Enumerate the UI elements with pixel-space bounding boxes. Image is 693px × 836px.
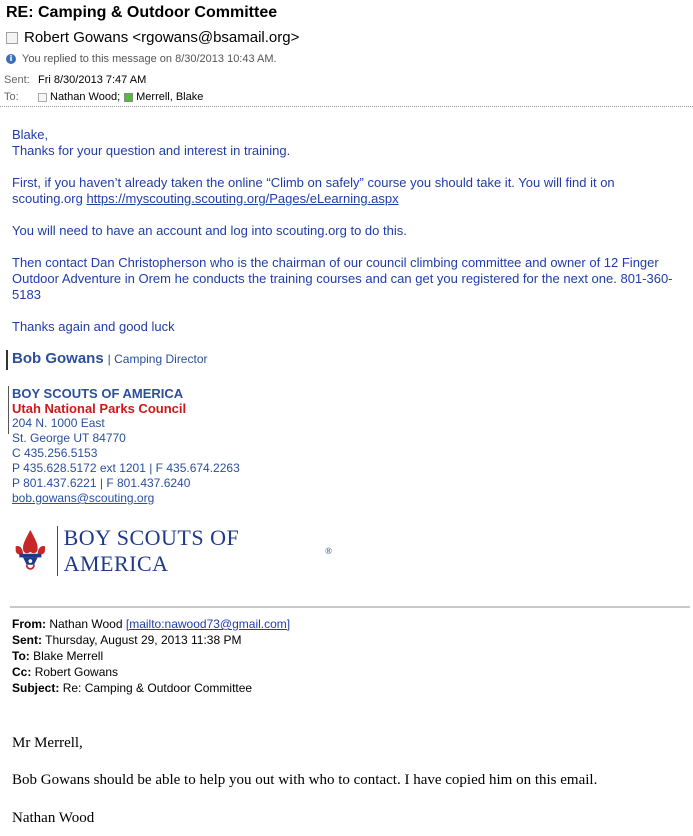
signature-title: | Camping Director — [107, 352, 208, 366]
quoted-signoff: Nathan Wood — [12, 810, 95, 826]
elearning-link[interactable]: https://myscouting.scouting.org/Pages/eLearning.aspx — [86, 191, 399, 206]
logo-divider — [57, 526, 58, 576]
council-name: Utah National Parks Council — [12, 401, 187, 416]
quoted-greeting: Mr Merrell, — [12, 735, 83, 751]
quoted-to-label: To: — [12, 649, 30, 663]
body-greeting-block — [12, 127, 682, 159]
logo-registered-mark: ® — [325, 546, 333, 556]
quote-divider — [10, 606, 690, 608]
bsa-logo — [12, 524, 332, 578]
recipient-status-icon — [38, 93, 47, 102]
quoted-to-value: Blake Merrell — [33, 649, 104, 663]
info-icon: i — [6, 54, 16, 64]
quoted-sent-value: Thursday, August 29, 2013 11:38 PM — [45, 633, 242, 647]
recipient-nathan-wood[interactable]: Nathan Wood; — [50, 91, 121, 103]
sent-value: Fri 8/30/2013 7:47 AM — [38, 74, 147, 86]
quoted-sent-label: Sent: — [12, 633, 42, 647]
message-subject: RE: Camping & Outdoor Committee — [6, 4, 278, 21]
to-label: To: — [4, 91, 19, 103]
replied-notice[interactable] — [6, 53, 277, 65]
quoted-mailto-link[interactable]: [mailto:nawood73@gmail.com] — [125, 617, 291, 631]
quoted-header — [12, 616, 290, 696]
signature-accent-bar — [6, 350, 8, 370]
signature-org-block — [12, 386, 240, 506]
address-line-2: St. George UT 84770 — [12, 431, 126, 445]
quoted-from-value: Nathan Wood — [49, 617, 123, 631]
quoted-subject-label: Subject: — [12, 681, 60, 695]
quoted-from-label: From: — [12, 617, 46, 631]
body-paragraph-3: Then contact Dan Christopherson who is the chairman of our council climbing committee and owner of 12 Finger Outdoor Adventure in Orem he conducts the training courses and can get you registered for the next one. 801-360-5183 — [12, 255, 673, 302]
phone-cell: C 435.256.5153 — [12, 446, 98, 460]
presence-online-icon — [124, 93, 133, 102]
quoted-cc-value: Robert Gowans — [34, 665, 119, 679]
org-accent-bar — [8, 386, 9, 434]
signature-email-link[interactable]: bob.gowans@scouting.org — [12, 491, 155, 505]
phone-office-2: P 801.437.6221 | F 801.437.6240 — [12, 476, 191, 490]
quoted-cc-label: Cc: — [12, 665, 32, 679]
body-thanks: Thanks for your question and interest in training. — [12, 143, 291, 158]
signature-name: Bob Gowans — [12, 350, 104, 367]
org-name: BOY SCOUTS OF AMERICA — [12, 386, 184, 401]
to-recipients — [38, 91, 203, 103]
replied-notice-text: You replied to this message on 8/30/2013 10:43 AM. — [22, 53, 277, 65]
message-header — [0, 0, 693, 106]
phone-office-1: P 435.628.5172 ext 1201 | F 435.674.2263 — [12, 461, 240, 475]
sent-label: Sent: — [4, 74, 30, 86]
sender-name[interactable]: Robert Gowans <rgowans@bsamail.org> — [24, 29, 300, 46]
signature-name-row — [12, 350, 208, 367]
logo-text: BOY SCOUTS OF AMERICA — [63, 525, 240, 576]
address-line-1: 204 N. 1000 East — [12, 416, 105, 430]
body-paragraph-1-text: First, if you haven’t already taken the online “Climb on safely” course you should take it. You will find it on scouting.org — [12, 175, 615, 206]
sender-checkbox[interactable] — [6, 32, 18, 44]
body-closing: Thanks again and good luck — [12, 319, 175, 334]
sender-row — [6, 29, 299, 46]
quoted-body-line: Bob Gowans should be able to help you out with who to contact. I have copied him on this email. — [12, 772, 598, 788]
quoted-subject-value: Re: Camping & Outdoor Committee — [62, 681, 253, 695]
body-paragraph-1 — [12, 175, 682, 207]
body-greeting: Blake, — [12, 127, 49, 142]
body-paragraph-2: You will need to have an account and log into scouting.org to do this. — [12, 223, 407, 238]
recipient-blake-merrell[interactable]: Merrell, Blake — [136, 91, 204, 103]
header-divider — [0, 106, 693, 107]
fleur-de-lis-icon — [12, 526, 49, 576]
